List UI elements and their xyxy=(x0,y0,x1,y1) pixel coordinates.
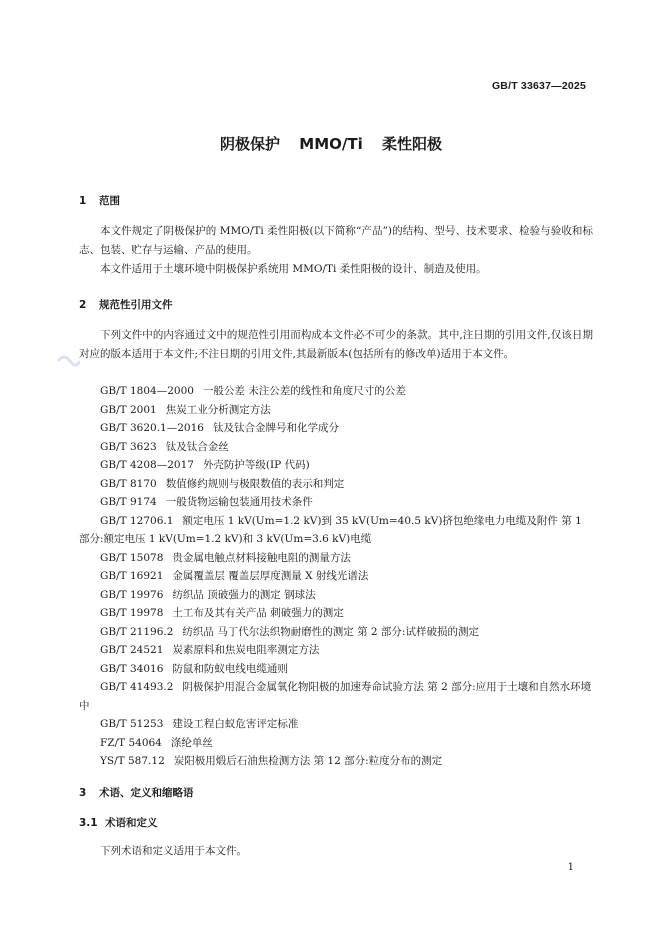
normative-references-list xyxy=(79,382,593,771)
section-number: 2 xyxy=(79,299,87,311)
reference-item: GB/T 12706.1 额定电压 1 kV(Um=1.2 kV)到 35 kV(Um=40.5 kV)挤包绝缘电力电缆及附件 第 1 部分:额定电压 1 kV(Um=1.2 kV)和 3 kV(Um=3.6 kV)电缆 xyxy=(79,514,582,545)
section-title: 规范性引用文件 xyxy=(99,299,173,311)
subsection-3-1-body xyxy=(79,842,593,861)
reference-item: GB/T 51253 建设工程白蚁危害评定标准 xyxy=(100,718,299,730)
section-number: 3 xyxy=(79,787,87,799)
reference-item: GB/T 19976 纺织品 顶破强力的测定 钢球法 xyxy=(100,588,316,601)
section-2-heading xyxy=(79,297,173,312)
reference-item: GB/T 34016 防鼠和防蚁电线电缆通则 xyxy=(100,662,288,675)
reference-item: GB/T 2001 焦炭工业分析测定方法 xyxy=(100,403,271,416)
reference-item: GB/T 1804—2000 一般公差 未注公差的线性和角度尺寸的公差 xyxy=(100,385,406,397)
subsection-3-1-heading xyxy=(79,815,158,830)
paragraph: 下列术语和定义适用于本文件。 xyxy=(100,845,247,857)
reference-item: GB/T 9174 一般货物运输包装通用技术条件 xyxy=(100,496,313,508)
section-number: 1 xyxy=(79,195,87,207)
paragraph: 本文件规定了阴极保护的 MMO/Ti 柔性阳极(以下简称“产品”)的结构、型号、技术要求、检验与验收和标志、包装、贮存与运输、产品的使用。 xyxy=(79,225,593,256)
reference-item: GB/T 3620.1—2016 钛及钛合金牌号和化学成分 xyxy=(100,422,339,434)
reference-item: GB/T 41493.2 阴极保护用混合金属氧化物阳极的加速寿命试验方法 第 2 部分:应用于土壤和自然水环境中 xyxy=(79,681,592,712)
section-2-intro xyxy=(79,326,593,364)
reference-item: GB/T 15078 贵金属电触点材料接触电阻的测量方法 xyxy=(100,551,351,564)
reference-item: GB/T 4208—2017 外壳防护等级(IP 代码) xyxy=(100,459,310,471)
document-title: 阴极保护 MMO/Ti 柔性阳极 xyxy=(220,135,442,153)
standard-number: GB/T 33637—2025 xyxy=(491,80,586,92)
reference-item: YS/T 587.12 炭阳极用煅后石油焦检测方法 第 12 部分:粒度分布的测定 xyxy=(100,755,443,767)
section-title: 术语、定义和缩略语 xyxy=(99,787,194,799)
subsection-number: 3.1 xyxy=(79,817,98,829)
paragraph: 本文件适用于土壤环境中阴极保护系统用 MMO/Ti 柔性阳极的设计、制造及使用。 xyxy=(100,263,487,275)
section-title: 范围 xyxy=(99,195,120,207)
watermark-logo xyxy=(56,352,80,370)
section-1-heading xyxy=(79,193,120,208)
reference-item: GB/T 21196.2 纺织品 马丁代尔法织物耐磨性的测定 第 2 部分:试样破损的测定 xyxy=(100,625,479,638)
subsection-title: 术语和定义 xyxy=(105,817,158,829)
reference-item: GB/T 16921 金属覆盖层 覆盖层厚度测量 X 射线光谱法 xyxy=(100,570,369,582)
reference-item: GB/T 19978 土工布及其有关产品 刺破强力的测定 xyxy=(100,607,344,619)
section-3-heading xyxy=(79,785,194,800)
reference-item: GB/T 8170 数值修约规则与极限数值的表示和判定 xyxy=(100,477,345,490)
reference-item: GB/T 3623 钛及钛合金丝 xyxy=(100,440,229,453)
section-1-body xyxy=(79,222,593,279)
reference-item: GB/T 24521 炭素原料和焦炭电阻率测定方法 xyxy=(100,644,320,656)
page-number: 1 xyxy=(567,862,574,873)
reference-item: FZ/T 54064 涤纶单丝 xyxy=(100,736,213,749)
paragraph: 下列文件中的内容通过文中的规范性引用而构成本文件必不可少的条款。其中,注日期的引用文件,仅该日期对应的版本适用于本文件;不注日期的引用文件,其最新版本(包括所有的修改单)适用于本文件。 xyxy=(79,329,593,360)
